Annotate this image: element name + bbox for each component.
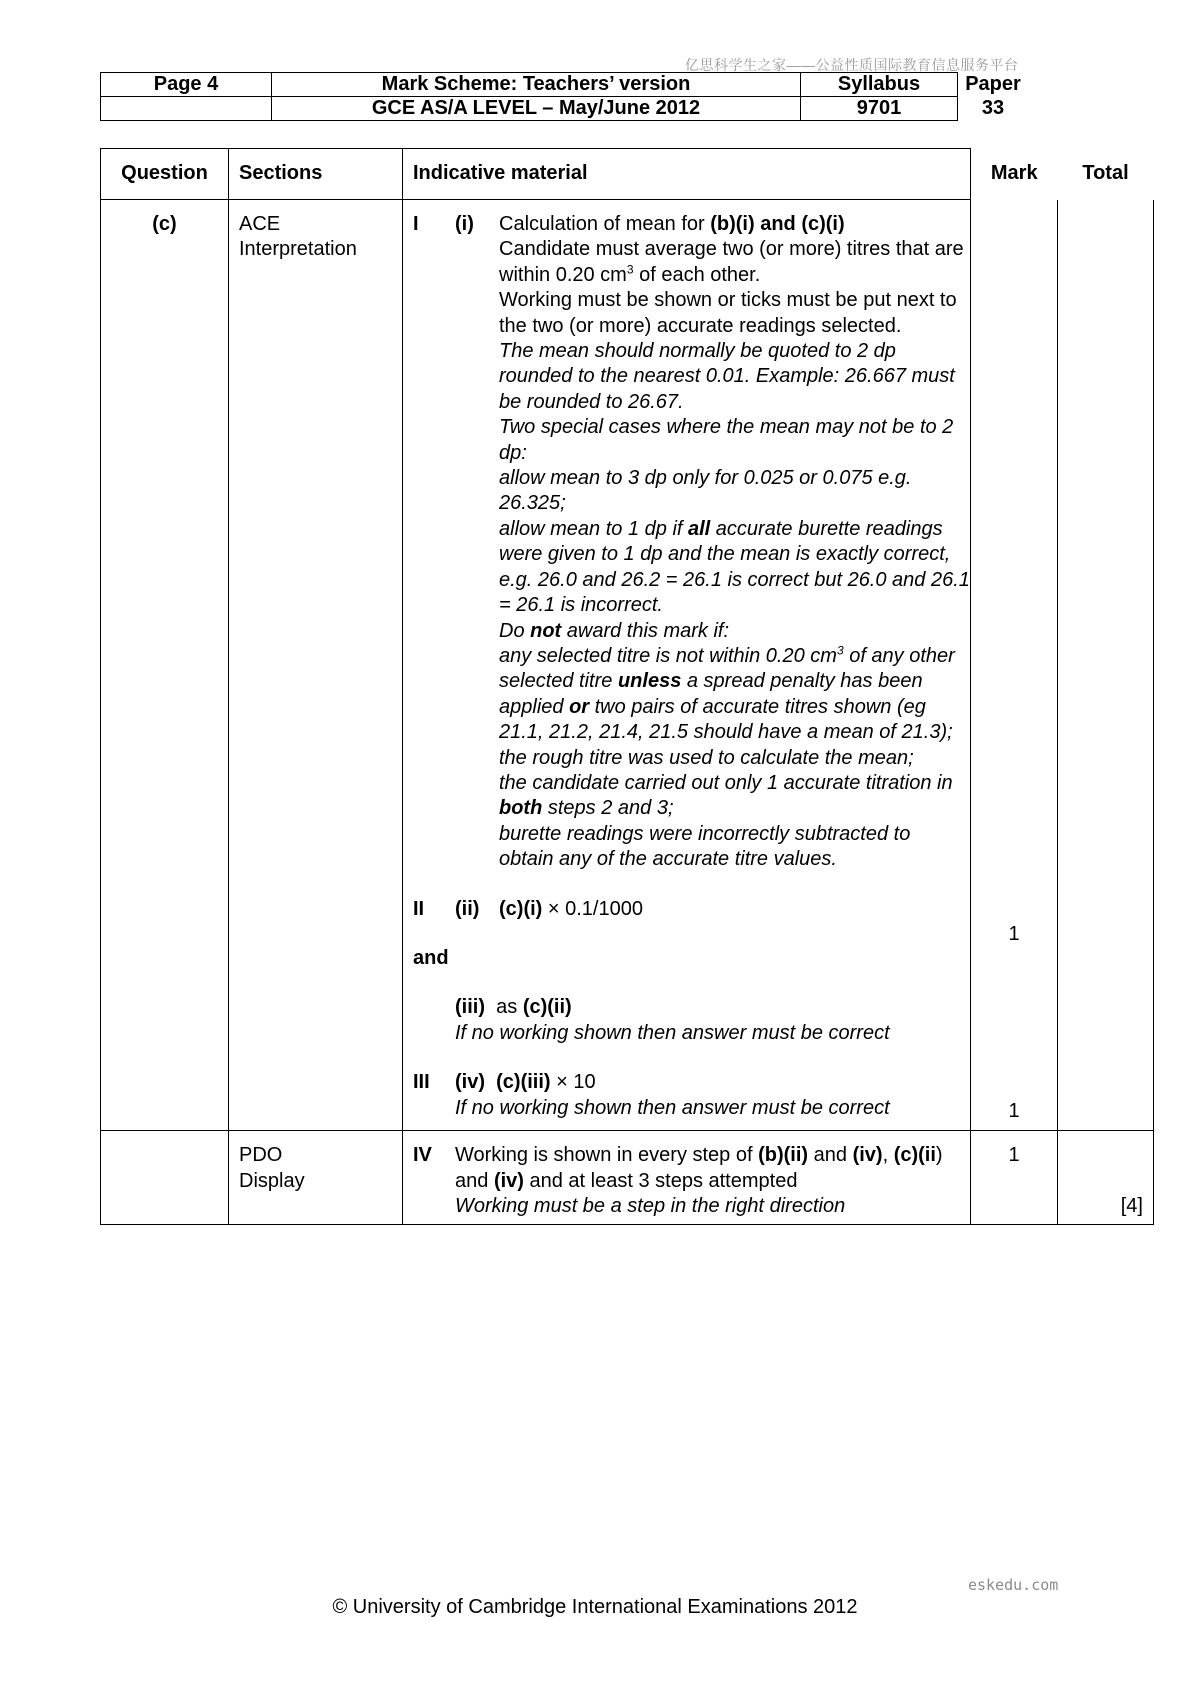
section-name: PDO: [239, 1144, 283, 1167]
total-cell: [1058, 200, 1154, 1131]
paper-label: Paper: [958, 73, 1029, 97]
table-row: [101, 200, 1154, 1131]
mark-scheme-table: [100, 148, 1154, 1225]
col-sections: Sections: [229, 149, 403, 200]
paragraph: allow mean to 1 dp if all accurate burette readings were given to 1 dp and the mean is exactly correct, e.g. 26.0 and 26.2 = 26.1 is correct but 26.0 and 26.1 = 26.1 is incorrect.: [499, 517, 970, 617]
item-title: Calculation of mean for (b)(i) and (c)(i): [499, 213, 845, 235]
paragraph: The mean should normally be quoted to 2 dp rounded to the nearest 0.01. Example: 26.667 must be rounded to 26.67.: [499, 340, 955, 413]
section-name: ACE: [239, 213, 281, 235]
and-label: and: [413, 946, 449, 969]
section-cell: [229, 1131, 403, 1224]
doc-title: Mark Scheme: Teachers’ version: [272, 73, 801, 97]
sub-label: (ii): [455, 897, 480, 920]
col-mark: Mark: [971, 149, 1058, 200]
paragraph: burette readings were incorrectly subtracted to obtain any of the accurate titre values.: [499, 822, 911, 871]
footer-copyright: © University of Cambridge International Examinations 2012: [332, 1596, 858, 1618]
question-id: [101, 1131, 229, 1224]
paragraph: Candidate must average two (or more) titres that are within 0.20 $cm^3$ of each other.: [499, 238, 964, 286]
mark-cell: 1: [971, 1131, 1058, 1224]
item-I-body: [499, 212, 970, 873]
paragraph: Working must be shown or ticks must be put next to the two (or more) accurate readings selected.: [499, 289, 957, 337]
paragraph: Two special cases where the mean may not be to 2 dp:: [499, 416, 954, 464]
watermark: 亿思科学生之家——公益性质国际教育信息服务平台: [685, 57, 1019, 73]
roman-label: III: [413, 1071, 430, 1094]
roman-label: IV: [413, 1144, 432, 1167]
sub-label: (i): [455, 213, 474, 235]
item-I: [413, 212, 970, 873]
item-iii: [413, 995, 970, 1046]
header-table: [100, 72, 1028, 121]
col-total: Total: [1082, 162, 1129, 185]
col-question: Question: [101, 149, 229, 200]
item-II: [413, 897, 970, 922]
indicative-cell: [403, 200, 971, 1131]
item-iii-body: (iii) as (c)(ii) If no working shown then answer must be correct: [455, 996, 890, 1044]
section-skill: Interpretation: [239, 238, 357, 261]
section-skill: Display: [239, 1169, 305, 1192]
paragraph: any selected titre is not within 0.20 $cm^3$ of any other selected titre unless a spread penalty has been applied or two pairs of accurate titres shown (eg 21.1, 21.2, 21.4, 21.5 should have a mean of 21.3);: [499, 643, 955, 744]
item-IV-body: Working is shown in every step of (b)(ii) and (iv), (c)(ii) and (iv) and at least 3 steps attempted Working must be a step in the right direction: [455, 1144, 943, 1218]
section-cell: [229, 200, 403, 1131]
mark-III: 1: [1008, 1099, 1020, 1122]
mark-cell: [971, 200, 1058, 1131]
item-III-body: (iv) (c)(iii) × 10 If no working shown then answer must be correct: [455, 1071, 890, 1119]
item-III: [413, 1070, 970, 1121]
paragraph: Do not award this mark if:: [499, 619, 730, 642]
paragraph: allow mean to 3 dp only for 0.025 or 0.075 e.g. 26.325;: [499, 467, 912, 515]
syllabus-label: Syllabus: [801, 73, 958, 97]
roman-label: II: [413, 897, 425, 920]
paragraph: the rough titre was used to calculate the mean;: [499, 746, 914, 769]
col-indicative: Indicative material: [403, 149, 971, 200]
page-blank: [101, 97, 272, 121]
item-II-body: (c)(i) × 0.1/1000: [499, 897, 643, 920]
mark-II: 1: [1008, 922, 1020, 945]
paper-code: 33: [958, 97, 1029, 121]
syllabus-code: 9701: [801, 97, 958, 121]
indicative-cell: [403, 1131, 971, 1224]
total-cell: [4]: [1058, 1131, 1154, 1224]
site-watermark: eskedu.com: [968, 1576, 1059, 1594]
paragraph: the candidate carried out only 1 accurate titration in both steps 2 and 3;: [499, 771, 953, 820]
question-id: (c): [101, 200, 229, 1131]
page-number: Page 4: [101, 73, 272, 97]
item-IV: [413, 1143, 970, 1219]
table-row: [101, 1131, 1154, 1224]
roman-label: I: [413, 213, 419, 235]
doc-subtitle: GCE AS/A LEVEL – May/June 2012: [272, 97, 801, 121]
